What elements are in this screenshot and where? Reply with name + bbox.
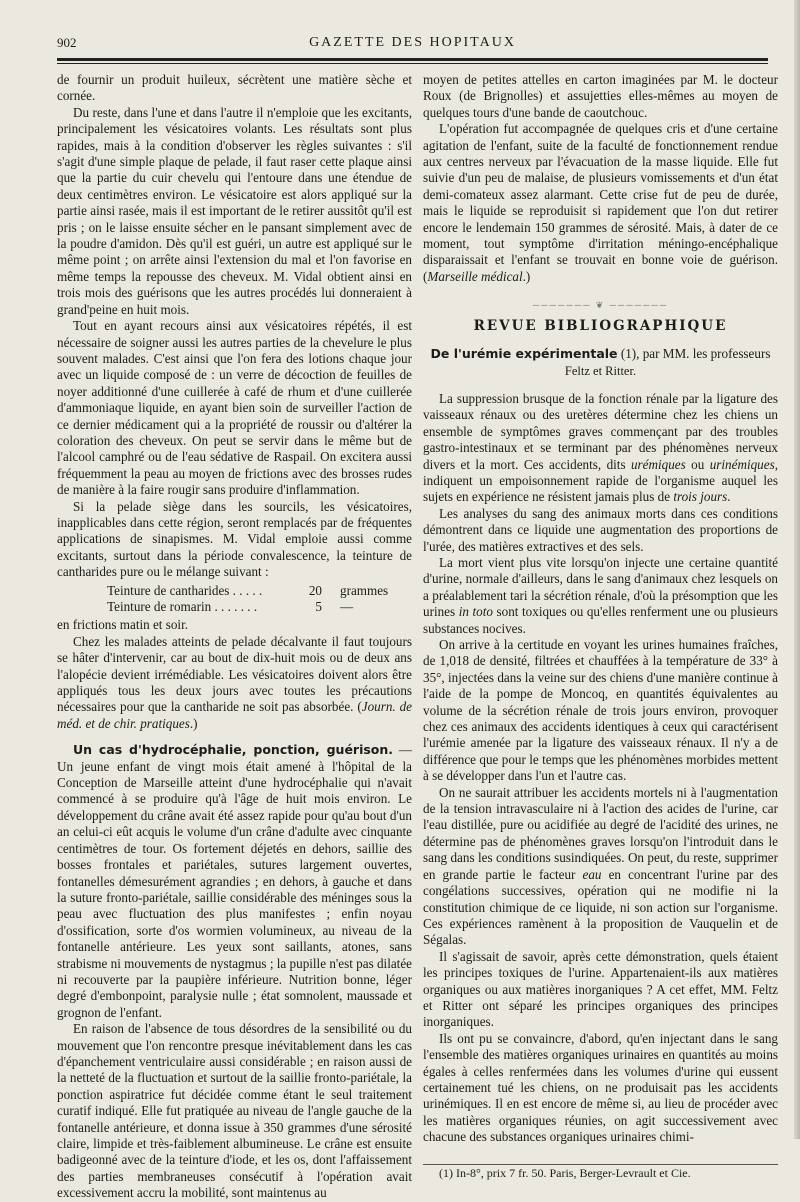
paragraph-text: Chez les malades atteints de pelade décalvante il faut toujours se hâter d'intervenir, car au bout de dix-huit mois ou de deux ans l'alopécie devient irrémédiable. Les vésicatoires doivent alors être appliqués tous les deux jours avec toutes les précautions nécessaires pour que la cantharide ne soit pas absorbée. (: [57, 633, 412, 715]
emphasis: urinémiques: [709, 456, 775, 472]
paragraph: [423, 391, 778, 506]
paragraph: En raison de l'absence de tous désordres de la sensibilité ou du mouvement que l'on rencontre presque inévitablement dans les cas d'épanchement ventriculaire aussi considérable ; en raison aussi de la netteté de la fluctuation et surtout de la saillie fronto-pariétale, la ponction aspiratrice fut décidée comme étant le seul traitement curatif indiqué. Elle fut pratiquée au niveau de l'angle gauche de la fontanelle antérieure, et donna issue à 350 grammes d'une sérosité claire, limpide et très-faiblement albumineuse. Le crâne est ensuite badigeonné avec de la teinture d'iode, et les os, dont l'affaissement des parties membraneuses consécutif à l'opération avait excessivement accru la mobilité, sont maintenus au: [57, 1021, 412, 1201]
ingredient-quantity: 20: [308, 582, 322, 598]
page-number: 902: [57, 35, 77, 50]
ingredient-unit: —: [340, 599, 354, 614]
source-citation: Journ. de méd. et de chir. pratiques: [57, 699, 412, 731]
paragraph-text: La suppression brusque de la fonction rénale par la ligature des vaisseaux rénaux ou des uretères détermine chez les chiens un ensemble de symptômes graves commençant par des troubles gastro-intestinaux et se terminant par des phénomènes nerveux divers et la mort. Ces accidents, dits: [423, 390, 778, 472]
paragraph-text: ou: [685, 456, 710, 472]
emphasis: urémiques: [630, 456, 686, 472]
paragraph: Si la pelade siège dans les sourcils, les vésicatoires, inapplicables dans cette région, seront remplacés par de fréquentes applications de sinapismes. M. Vidal emploie aussi comme excitants, surtout dans la période convalescence, la teinture de cantharides pure ou le mélange suivant :: [57, 498, 412, 580]
review-title-rest: (1), par MM. les professeurs: [617, 346, 771, 362]
paragraph-text: .): [189, 715, 198, 731]
paragraph: [423, 785, 778, 949]
paragraph-text: L'opération fut accompagnée de quelques cris et d'une certaine agitation de l'enfant, suite de la faculté de fonctionnement rendue aux centres nerveux par l'évacuation de la masse liquide. Elle fut suivie d'un peu de malaise, de plusieurs vomissements et d'un état demi-comateux assez alarmant. Cette crise fut de peu de durée, mais le liquide se reproduisit si rapidement que l'on dut retirer encore le lendemain 150 grammes de sérosité. Mais, à dater de ce moment, tout symptôme d'irritation méningo-encéphalique disparaissait et l'enfant se trouvait en bonne voie de guérison. (: [423, 121, 778, 284]
left-column: [57, 72, 412, 1202]
emphasis: in toto: [458, 604, 493, 620]
paragraph: [423, 555, 778, 637]
paragraph: [57, 634, 412, 732]
paragraph-text: , indiquent un empoisonnement rapide de l'organisme auquel les sujets en expérience ne résistent jamais plus de: [423, 456, 778, 505]
ornament-divider: ─────── ❦ ───────: [532, 300, 669, 311]
review-title: [423, 346, 778, 362]
review-authors: Feltz et Ritter.: [564, 363, 637, 378]
ingredient-name: Teinture de romarin . . . . . . .: [107, 599, 258, 614]
book-title: De l'urémie expérimentale: [430, 346, 618, 362]
source-citation: Marseille médical: [427, 268, 523, 284]
paragraph-text: en concentrant l'urine par des congélations successives, opération qui ne modifie ni la constitution chimique de ce liquide, ni son action sur l'organisme. Ces expériences ramènent à la proposition de Vauquelin et de Ségalas.: [423, 866, 778, 948]
paragraph: moyen de petites attelles en carton imaginées par M. le docteur Roux (de Brignolles) et assujetties elles-mêmes au moyen de quelques tours d'une bande de caoutchouc.: [423, 72, 778, 120]
paragraph-text: On ne saurait attribuer les accidents mortels ni à l'augmentation de la tension intravasculaire ni à l'action des acides de l'urine, car l'eau distillée, pure ou acidifiée au degré de l'acidité des urines, ne détermine pas de phénomènes graves lorsqu'on l'introduit dans le sang dans les conditions susindiquées. On peut, du reste, supprimer en grande partie le facteur: [423, 784, 778, 882]
paragraph: de fournir un produit huileux, sécrètent une matière sèche et cornée.: [57, 72, 412, 104]
header-rule-thin: [57, 63, 768, 64]
paragraph: en frictions matin et soir.: [57, 617, 189, 633]
paragraph: Ils ont pu se convaincre, d'abord, qu'en injectant dans le sang l'ensemble des matières organiques urinaires en quantités au moins égales à celles renfermées dans les volumes d'urine qui eussent certainement tué les chiens, on ne produisait pas les accidents urinémiques. Il en est encore de même si, au lieu de procéder avec les matières organiques réunies, on agit successivement avec chacune des substances organiques urinaires chimi-: [423, 1030, 778, 1145]
page-header: [57, 30, 768, 56]
paragraph: On arrive à la certitude en voyant les urines humaines fraîches, de 1,018 de densité, filtrées et chauffées à la température de 33° à 35°, injectées dans la veine sur des chiens d'une manière continue à l'aide de la pompe de Moncoq, en quantités équivalentes au volume de la sécrétion rénale de trois jours environ, provoquer chez ces animaux des accidents identiques à ceux qui caractérisent l'urémie amenée par la ligature des vaisseaux rénaux. Il n'y a de différence que pour le temps que les phénomènes morbides mettent à se développer dans l'un et l'autre cas.: [423, 637, 778, 784]
paragraph: Tout en ayant recours ainsi aux vésicatoires répétés, il est nécessaire de soigner aussi les autres parties de la chevelure le plus souvent malades. C'est ainsi que l'on fera des lotions chaque jour avec un liquide composé de : un verre de décoction de feuilles de noyer additionné d'une cuillerée à café de rhum et d'une cuillerée d'ammoniaque liquide, en ayant bien soin de surveiller l'action de ce dernier médicament qui a la propriété de roussir ou d'altérer la coloration des cheveux. On peut se servir dans le même but de l'alcool camphré ou de l'eau sédative de Raspail. On excitera aussi fréquemment la peau au moyen de frictions avec des brosses rudes de manière à la faire rougir sans produire d'inflammation.: [57, 318, 412, 498]
footnote: (1) In-8°, prix 7 fr. 50. Paris, Berger-Levrault et Cie.: [439, 1165, 691, 1180]
paragraph: [57, 742, 412, 1021]
formula-row: [57, 599, 412, 615]
paragraph-text: sont toxiques ou qu'elles renferment une ou plusieurs substances nocives.: [423, 604, 778, 636]
paragraph-text: — Un jeune enfant de vingt mois était amené à l'hôpital de la Conception de Marseille atteint d'une hydrocéphalie qui n'avait commencé à se produire qu'à l'âge de huit mois environ. Le développement du crâne avait été assez rapide pour qu'au bout d'un an celui-ci eût acquis le volume d'un crâne d'adulte avec cinquante centimètres de tour. Os fortement déjetés en dehors, saillie des bosses frontales et pariétales, sutures largement ouvertes, fontanelles démesurément agrandies ; en dehors, à gauche et dans la suture fronto-pariétale, saillie considérable des méninges sous la peau avec fluctuation des plus manifestes ; enfin noyau d'ossification, sorte d'os wormien volumineux, au niveau de la fontanelle antérieure. Les yeux sont saillants, atones, sans strabisme ni mouvements de nystagmus ; la pupille n'est pas dilatée ni recouverte par la paupière inférieure. Nutrition bonne, léger degré d'embonpoint, paralysie nulle ; état somnolent, maussade et grognon de l'enfant.: [57, 742, 412, 1020]
prescription-formula: [57, 583, 412, 616]
header-rule-thick: [57, 58, 768, 61]
formula-row: [57, 583, 412, 599]
ingredient-quantity: 5: [315, 599, 322, 614]
journal-title: GAZETTE DES HOPITAUX: [309, 35, 516, 50]
ingredient-name: Teinture de cantharides . . . . .: [107, 582, 263, 598]
section-heading: REVUE BIBLIOGRAPHIQUE: [473, 317, 728, 334]
paragraph: Du reste, dans l'une et dans l'autre il n'emploie que les excitants, principalement les vésicatoires volants. Les résultats sont plus rapides, mais à la condition d'observer les règles suivantes : s'il s'agit d'une simple plaque de pelade, il faut raser cette plaque ainsi que la partie du cuir chevelu qui l'entoure dans une étendue de deux centimètres environ. Le vésicatoire est alors appliqué sur la partie ainsi rasée, mais il est important de le retirer aussitôt qu'il est pris ; on le laisse ensuite sécher en le pansant simplement avec de la poudre d'amidon. Dès qu'il est guéri, un autre est appliqué sur le même point ; on arrête ainsi l'extension du mal et l'on favorise en même temps la repousse des cheveux. M. Vidal obtient ainsi en trois mois des guérisons que les autres procédés lui donneraient à grand'peine en huit mois.: [57, 104, 412, 317]
paragraph: Les analyses du sang des animaux morts dans ces conditions démontrent dans ce liquide une augmentation des proportions de l'urée, des matières extractives et des sels.: [423, 505, 778, 554]
paragraph-text: .): [522, 268, 531, 284]
page-edge-shadow: [794, 0, 800, 1139]
paragraph: Il s'agissait de savoir, après cette démonstration, quels étaient les principes toxiques de l'urine. Appartenaient-ils aux matières organiques ou aux matières inorganiques ? A cet effet, MM. Feltz et Ritter ont séparé les principes organiques des principes inorganiques.: [423, 948, 778, 1030]
paragraph-text: .: [727, 489, 731, 505]
ingredient-unit: grammes: [340, 582, 389, 598]
emphasis: eau: [582, 866, 602, 882]
right-column: [423, 72, 778, 1181]
emphasis: trois jours: [673, 489, 728, 505]
paragraph-text: La mort vient plus vite lorsqu'on injecte une certaine quantité d'urine, normale d'ailleurs, dans le sang d'animaux chez lesquels on a préalablement tari la sécrétion rénale, d'où la présomption que les urines: [423, 554, 778, 620]
paragraph: [423, 121, 778, 285]
article-title: Un cas d'hydrocéphalie, ponction, guérison.: [73, 742, 394, 758]
